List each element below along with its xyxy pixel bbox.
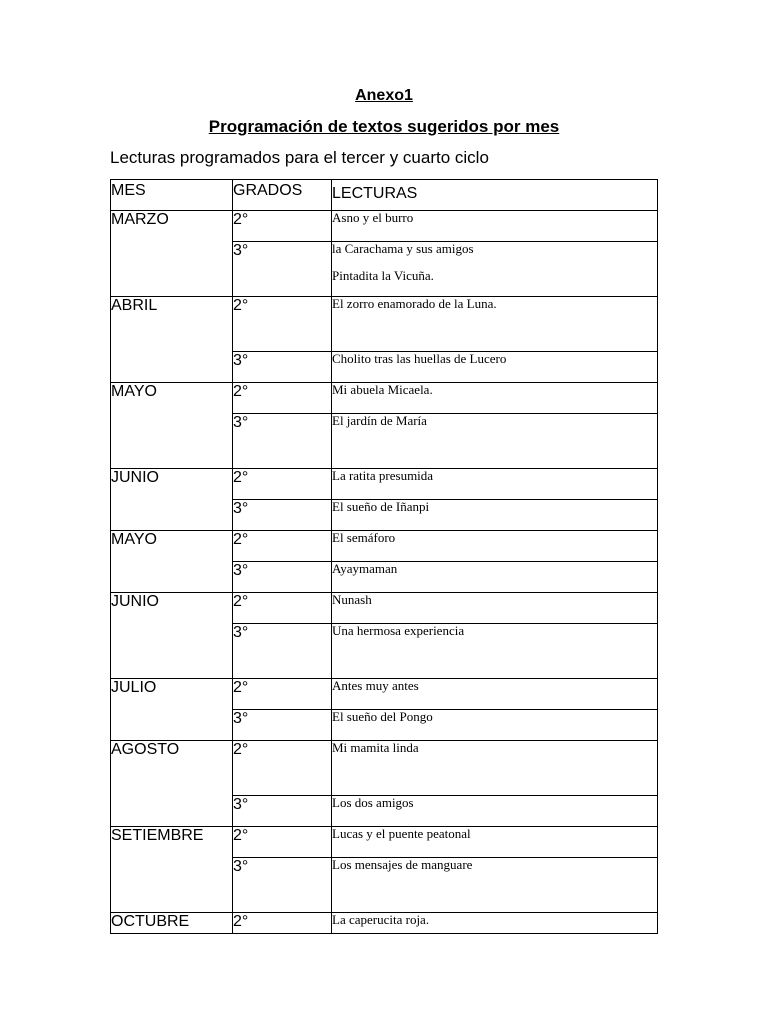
readings-cell bbox=[332, 414, 658, 469]
readings-cell bbox=[332, 500, 658, 531]
table-row bbox=[111, 679, 658, 710]
month-cell: MARZO bbox=[111, 211, 233, 297]
readings-cell bbox=[332, 242, 658, 297]
grade-cell: 2° bbox=[233, 741, 332, 796]
month-cell: JUNIO bbox=[111, 593, 233, 679]
reading-title: El sueño del Pongo bbox=[332, 709, 433, 724]
table-row bbox=[111, 531, 658, 562]
reading-title: La caperucita roja. bbox=[332, 912, 430, 927]
readings-cell bbox=[332, 796, 658, 827]
grade-cell: 2° bbox=[233, 593, 332, 624]
reading-title: Una hermosa experiencia bbox=[332, 623, 465, 638]
readings-cell bbox=[332, 211, 658, 242]
grade-cell: 2° bbox=[233, 469, 332, 500]
grade-cell: 2° bbox=[233, 913, 332, 934]
grade-cell: 3° bbox=[233, 710, 332, 741]
grade-cell: 3° bbox=[233, 858, 332, 913]
column-header-grados: GRADOS bbox=[233, 180, 332, 211]
reading-title: Mi mamita linda bbox=[332, 740, 419, 755]
readings-cell bbox=[332, 383, 658, 414]
column-header-lecturas: LECTURAS bbox=[332, 180, 658, 211]
grade-cell: 3° bbox=[233, 352, 332, 383]
reading-title: El semáforo bbox=[332, 530, 396, 545]
table-row bbox=[111, 297, 658, 352]
reading-title: Mi abuela Micaela. bbox=[332, 382, 433, 397]
month-cell: AGOSTO bbox=[111, 741, 233, 827]
intro-text: Lecturas programados para el tercer y cuarto ciclo bbox=[110, 148, 489, 167]
readings-cell bbox=[332, 858, 658, 913]
readings-cell bbox=[332, 913, 658, 934]
readings-cell bbox=[332, 469, 658, 500]
annex-title: Anexo1 bbox=[355, 87, 413, 104]
readings-cell bbox=[332, 593, 658, 624]
reading-title: Antes muy antes bbox=[332, 678, 419, 693]
readings-cell bbox=[332, 352, 658, 383]
reading-title: la Carachama y sus amigos bbox=[332, 241, 474, 256]
readings-cell bbox=[332, 741, 658, 796]
reading-title: Pintadita la Vicuña. bbox=[332, 268, 434, 283]
table-row bbox=[111, 383, 658, 414]
table-row bbox=[111, 211, 658, 242]
reading-title: Los mensajes de manguare bbox=[332, 857, 473, 872]
readings-table-body bbox=[111, 180, 658, 934]
reading-title: Lucas y el puente peatonal bbox=[332, 826, 471, 841]
reading-title: Asno y el burro bbox=[332, 210, 414, 225]
document-subtitle: Programación de textos sugeridos por mes bbox=[208, 117, 560, 136]
month-cell: JUNIO bbox=[111, 469, 233, 531]
grade-cell: 3° bbox=[233, 414, 332, 469]
reading-title: Ayaymaman bbox=[332, 561, 398, 576]
grade-cell: 2° bbox=[233, 827, 332, 858]
grade-cell: 2° bbox=[233, 211, 332, 242]
reading-title: El zorro enamorado de la Luna. bbox=[332, 296, 497, 311]
grade-cell: 2° bbox=[233, 297, 332, 352]
grade-cell: 3° bbox=[233, 562, 332, 593]
reading-title: La ratita presumida bbox=[332, 468, 434, 483]
table-row bbox=[111, 741, 658, 796]
table-row bbox=[111, 913, 658, 934]
table-row bbox=[111, 469, 658, 500]
month-cell: JULIO bbox=[111, 679, 233, 741]
grade-cell: 2° bbox=[233, 679, 332, 710]
grade-cell: 3° bbox=[233, 242, 332, 297]
readings-cell bbox=[332, 624, 658, 679]
month-cell: ABRIL bbox=[111, 297, 233, 383]
month-cell: SETIEMBRE bbox=[111, 827, 233, 913]
readings-cell bbox=[332, 827, 658, 858]
reading-title: Cholito tras las huellas de Lucero bbox=[332, 351, 507, 366]
grade-cell: 3° bbox=[233, 796, 332, 827]
table-row bbox=[111, 827, 658, 858]
reading-title: Los dos amigos bbox=[332, 795, 414, 810]
grade-cell: 2° bbox=[233, 531, 332, 562]
reading-title: Nunash bbox=[332, 592, 372, 607]
grade-cell: 3° bbox=[233, 624, 332, 679]
month-cell: MAYO bbox=[111, 531, 233, 593]
month-cell: OCTUBRE bbox=[111, 913, 233, 934]
readings-table bbox=[110, 179, 658, 934]
column-header-mes: MES bbox=[111, 180, 233, 211]
readings-cell bbox=[332, 297, 658, 352]
grade-cell: 3° bbox=[233, 500, 332, 531]
table-row bbox=[111, 593, 658, 624]
readings-cell bbox=[332, 679, 658, 710]
readings-cell bbox=[332, 531, 658, 562]
readings-cell bbox=[332, 710, 658, 741]
grade-cell: 2° bbox=[233, 383, 332, 414]
month-cell: MAYO bbox=[111, 383, 233, 469]
header-row bbox=[111, 180, 658, 211]
readings-cell bbox=[332, 562, 658, 593]
reading-title: El jardín de María bbox=[332, 413, 427, 428]
reading-title: El sueño de Iñanpi bbox=[332, 499, 430, 514]
